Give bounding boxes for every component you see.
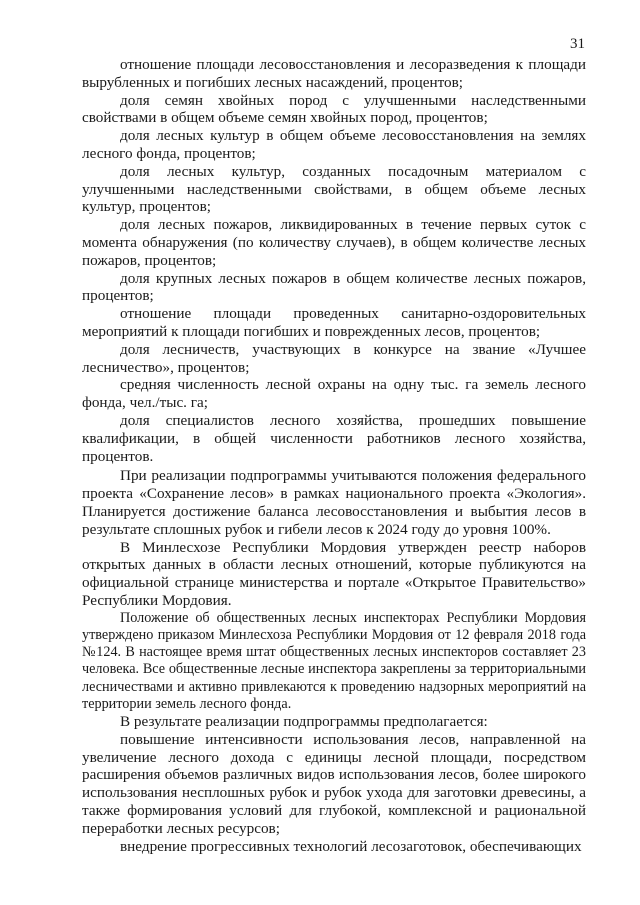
paragraph: доля специалистов лесного хозяйства, прошедших повышение квалификации, в общей численности работников лесного хозяйства, процентов.: [82, 411, 586, 465]
paragraph: доля крупных лесных пожаров в общем количестве лесных пожаров, процентов;: [82, 269, 586, 305]
paragraph: средняя численность лесной охраны на одну тыс. га земель лесного фонда, чел./тыс. га;: [82, 376, 586, 412]
page-number: 31: [570, 36, 585, 52]
paragraph: В Минлесхозе Республики Мордовия утвержден реестр наборов открытых данных в области лесных отношений, которые публикуются на официальной странице министерства и портале «Открытое Правительство» Республики Мордовия.: [82, 538, 586, 609]
paragraph: доля семян хвойных пород с улучшенными наследственными свойствами в общем объеме семян хвойных пород, процентов;: [82, 91, 586, 127]
paragraph: доля лесничеств, участвующих в конкурсе на звание «Лучшее лесничество», процентов;: [82, 340, 586, 376]
paragraph: внедрение прогрессивных технологий лесозаготовок, обеспечивающих: [120, 837, 582, 855]
paragraph: повышение интенсивности использования лесов, направленной на увеличение лесного дохода с единицы лесной площади, посредством расширения объемов различных видов использования лесов, более широкого использования несплошных рубок и рубок ухода для заготовки древесины, а также формирования условий для глубокой, комплексной и рациональной переработки лесных ресурсов;: [82, 730, 586, 837]
paragraph: доля лесных культур в общем объеме лесовосстановления на землях лесного фонда, процентов;: [82, 127, 586, 162]
paragraph: отношение площади проведенных санитарно-оздоровительных мероприятий к площади погибших и поврежденных лесов, процентов;: [82, 305, 586, 340]
paragraph: доля лесных культур, созданных посадочным материалом с улучшенными наследственными свойствами, в общем объеме лесных культур, процентов;: [82, 162, 586, 216]
document-body: [82, 56, 586, 855]
paragraph: При реализации подпрограммы учитываются положения федерального проекта «Сохранение лесов» в рамках национального проекта «Экология». Планируется достижение баланса лесовосстановления и выбытия лесов в результате сплошных рубок и гибели лесов к 2024 году до уровня 100%.: [82, 467, 586, 538]
paragraph: Положение об общественных лесных инспекторах Республики Мордовия утверждено приказом Минлесхоза Республики Мордовия от 12 февраля 2018 года №124. В настоящее время штат общественных лесных инспекторов составляет 23 человека. Все общественные лесные инспектора закреплены за территориальными лесничествами и активно привлекаются к проведению надзорных мероприятий на территории земель лесного фонда.: [82, 609, 586, 712]
paragraph: отношение площади лесовосстановления и лесоразведения к площади вырубленных и погибших лесных насаждений, процентов;: [82, 56, 586, 91]
paragraph: доля лесных пожаров, ликвидированных в течение первых суток с момента обнаружения (по количеству случаев), в общем количестве лесных пожаров, процентов;: [82, 216, 586, 269]
paragraph: В результате реализации подпрограммы предполагается:: [120, 712, 488, 730]
